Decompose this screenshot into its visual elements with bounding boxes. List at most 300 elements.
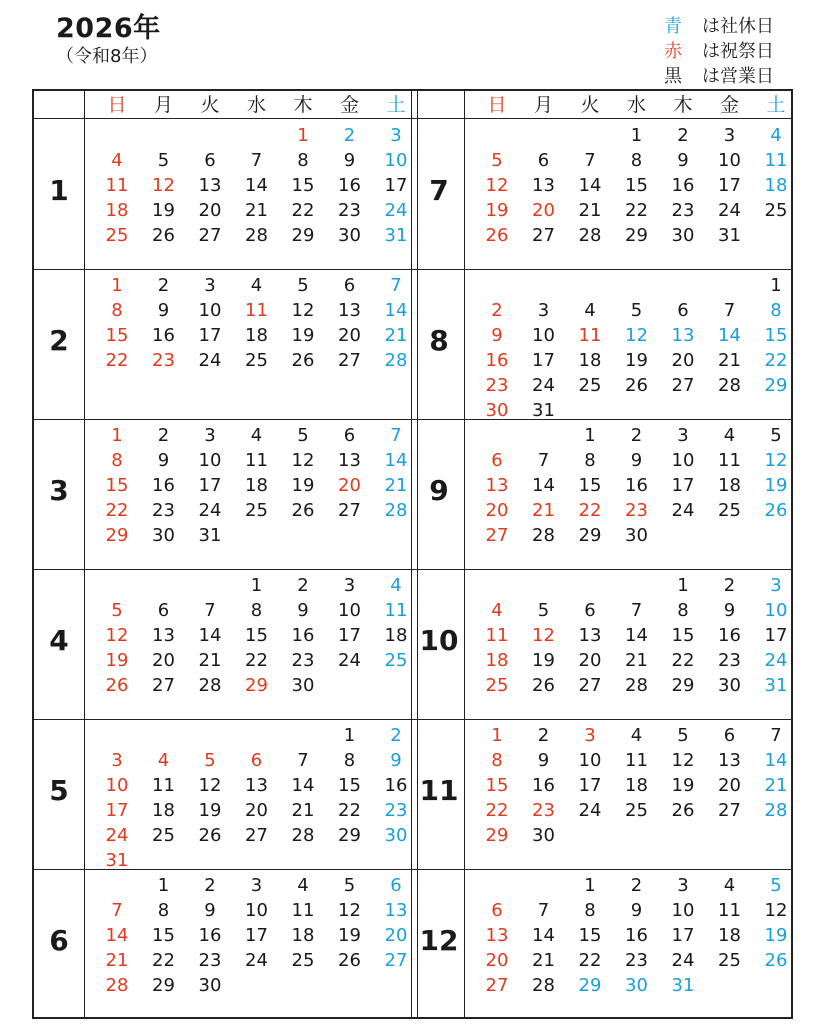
- day-cell: 11: [245, 450, 268, 471]
- day-cell: 25: [152, 825, 175, 846]
- day-cell: 5: [770, 425, 782, 446]
- day-cell: 25: [384, 650, 408, 671]
- day-cell: 25: [718, 950, 741, 971]
- day-cell: 25: [718, 500, 741, 521]
- day-cell: 9: [723, 600, 736, 621]
- day-cell: 16: [152, 475, 175, 496]
- day-cell: 2: [491, 300, 503, 321]
- day-cell: 16: [485, 350, 509, 371]
- day-cell: 6: [343, 275, 356, 296]
- day-cell: 3: [343, 575, 356, 596]
- legend-key: 赤: [664, 41, 682, 62]
- month-number: 4: [49, 624, 69, 657]
- day-cell: 18: [764, 175, 788, 196]
- day-cell: 18: [245, 325, 268, 346]
- day-cell: 4: [630, 725, 643, 746]
- day-cell: 8: [584, 900, 596, 921]
- day-cell: 30: [671, 225, 695, 246]
- day-cell: 24: [718, 200, 741, 221]
- day-cell: 14: [532, 475, 555, 496]
- day-cell: 29: [338, 825, 361, 846]
- day-cell: 27: [198, 225, 222, 246]
- day-cell: 21: [625, 650, 648, 671]
- day-cell: 15: [671, 625, 695, 646]
- day-cell: 1: [297, 125, 309, 146]
- day-cell: 10: [532, 325, 555, 346]
- day-cell: 31: [671, 975, 695, 996]
- day-cell: 2: [723, 575, 736, 596]
- day-cell: 27: [338, 500, 361, 521]
- day-cell: 11: [384, 600, 408, 621]
- weekday-label: 金: [719, 94, 739, 116]
- day-cell: 28: [291, 825, 315, 846]
- day-cell: 26: [625, 375, 648, 396]
- day-cell: 26: [105, 675, 129, 696]
- day-cell: 17: [198, 475, 222, 496]
- day-cell: 10: [245, 900, 268, 921]
- day-cell: 18: [384, 625, 408, 646]
- day-cell: 9: [630, 450, 643, 471]
- weekday-label: 土: [386, 94, 406, 116]
- day-cell: 13: [198, 175, 222, 196]
- weekday-label: 土: [766, 94, 786, 116]
- day-cell: 25: [764, 200, 788, 221]
- day-cell: 11: [485, 625, 509, 646]
- month-row-divider: [34, 569, 791, 570]
- day-cell: 16: [671, 175, 695, 196]
- day-cell: 19: [291, 475, 315, 496]
- day-cell: 21: [578, 200, 602, 221]
- day-cell: 29: [625, 225, 648, 246]
- legend-desc: は営業日: [702, 66, 774, 87]
- day-cell: 25: [245, 350, 268, 371]
- day-cell: 7: [537, 900, 550, 921]
- day-cell: 5: [343, 875, 356, 896]
- day-cell: 21: [245, 200, 268, 221]
- day-cell: 17: [718, 175, 741, 196]
- day-cell: 30: [625, 975, 648, 996]
- day-cell: 28: [532, 975, 555, 996]
- day-cell: 12: [105, 625, 129, 646]
- day-cell: 26: [532, 675, 555, 696]
- day-cell: 11: [764, 150, 788, 171]
- day-cell: 15: [105, 325, 129, 346]
- day-cell: 13: [384, 900, 408, 921]
- day-cell: 29: [245, 675, 268, 696]
- day-cell: 9: [677, 150, 689, 171]
- day-cell: 17: [245, 925, 268, 946]
- day-cell: 1: [584, 875, 596, 896]
- weekday-label: 火: [580, 94, 600, 116]
- day-cell: 6: [584, 600, 596, 621]
- day-cell: 27: [532, 225, 555, 246]
- day-cell: 4: [157, 750, 170, 771]
- day-cell: 6: [343, 425, 356, 446]
- day-cell: 1: [584, 425, 596, 446]
- day-cell: 12: [198, 775, 222, 796]
- day-cell: 19: [152, 200, 175, 221]
- day-cell: 9: [157, 450, 170, 471]
- day-cell: 25: [291, 950, 315, 971]
- day-cell: 10: [718, 150, 741, 171]
- day-cell: 4: [723, 425, 736, 446]
- day-cell: 18: [105, 200, 129, 221]
- day-cell: 3: [204, 275, 216, 296]
- day-cell: 27: [384, 950, 408, 971]
- day-cell: 19: [338, 925, 361, 946]
- day-cell: 19: [532, 650, 555, 671]
- day-cell: 1: [343, 725, 356, 746]
- day-cell: 16: [152, 325, 175, 346]
- day-cell: 3: [584, 725, 596, 746]
- day-cell: 7: [390, 425, 402, 446]
- day-cell: 3: [250, 875, 263, 896]
- month-row-divider: [34, 419, 791, 420]
- day-cell: 12: [152, 175, 175, 196]
- weekday-label: 月: [153, 94, 173, 116]
- day-cell: 28: [578, 225, 602, 246]
- day-cell: 4: [723, 875, 736, 896]
- month-number: 1: [49, 174, 69, 207]
- day-cell: 1: [770, 275, 782, 296]
- legend-item-national-holiday: [664, 39, 814, 64]
- day-cell: 16: [291, 625, 315, 646]
- day-cell: 12: [338, 900, 361, 921]
- day-cell: 6: [677, 300, 689, 321]
- day-cell: 3: [390, 125, 402, 146]
- day-cell: 23: [718, 650, 741, 671]
- day-cell: 28: [764, 800, 788, 821]
- legend-item-business-day: [664, 64, 814, 89]
- day-cell: 23: [198, 950, 222, 971]
- day-cell: 26: [764, 500, 788, 521]
- day-cell: 25: [485, 675, 509, 696]
- day-cell: 13: [532, 175, 555, 196]
- day-cell: 3: [677, 425, 689, 446]
- day-cell: 28: [198, 675, 222, 696]
- day-cell: 18: [625, 775, 648, 796]
- day-cell: 5: [157, 150, 170, 171]
- day-cell: 16: [625, 475, 648, 496]
- day-cell: 21: [105, 950, 129, 971]
- day-cell: 8: [297, 150, 309, 171]
- day-cell: 29: [105, 525, 129, 546]
- day-cell: 7: [390, 275, 402, 296]
- day-cell: 15: [578, 925, 602, 946]
- day-cell: 5: [770, 875, 782, 896]
- month-number: 9: [429, 474, 449, 507]
- day-cell: 17: [671, 475, 695, 496]
- day-cell: 11: [105, 175, 129, 196]
- day-cell: 17: [532, 350, 555, 371]
- day-cell: 30: [152, 525, 175, 546]
- day-cell: 4: [250, 275, 263, 296]
- month-number: 5: [49, 774, 69, 807]
- day-cell: 26: [198, 825, 222, 846]
- day-cell: 2: [297, 575, 309, 596]
- day-cell: 26: [152, 225, 175, 246]
- weekday-label: 月: [533, 94, 553, 116]
- day-cell: 26: [291, 500, 315, 521]
- weekday-label: 金: [339, 94, 359, 116]
- day-cell: 24: [578, 800, 602, 821]
- day-cell: 12: [291, 300, 315, 321]
- day-cell: 20: [671, 350, 695, 371]
- day-cell: 8: [770, 300, 782, 321]
- day-cell: 31: [718, 225, 741, 246]
- day-cell: 27: [671, 375, 695, 396]
- legend-key: 青: [664, 16, 682, 37]
- day-cell: 28: [384, 500, 408, 521]
- day-cell: 8: [343, 750, 356, 771]
- day-cell: 12: [764, 450, 788, 471]
- day-cell: 24: [671, 500, 695, 521]
- day-cell: 23: [338, 200, 361, 221]
- day-cell: 24: [198, 350, 222, 371]
- day-cell: 19: [198, 800, 222, 821]
- day-cell: 21: [532, 500, 555, 521]
- day-cell: 20: [384, 925, 408, 946]
- day-cell: 31: [532, 400, 555, 421]
- day-cell: 23: [671, 200, 695, 221]
- day-cell: 13: [338, 300, 361, 321]
- day-cell: 30: [338, 225, 361, 246]
- day-cell: 6: [390, 875, 402, 896]
- day-cell: 18: [718, 925, 741, 946]
- day-cell: 6: [250, 750, 263, 771]
- day-cell: 15: [152, 925, 175, 946]
- day-cell: 16: [532, 775, 555, 796]
- day-cell: 3: [770, 575, 782, 596]
- month-number: 12: [419, 924, 459, 957]
- day-cell: 23: [532, 800, 555, 821]
- day-cell: 9: [390, 750, 402, 771]
- day-cell: 25: [625, 800, 648, 821]
- day-cell: 2: [390, 725, 402, 746]
- day-cell: 6: [537, 150, 550, 171]
- day-cell: 19: [764, 475, 788, 496]
- month-row-divider: [34, 269, 791, 270]
- day-cell: 21: [291, 800, 315, 821]
- day-cell: 22: [764, 350, 788, 371]
- day-cell: 10: [198, 300, 222, 321]
- day-cell: 29: [485, 825, 509, 846]
- day-cell: 29: [291, 225, 315, 246]
- day-cell: 8: [111, 300, 123, 321]
- day-cell: 4: [491, 600, 503, 621]
- day-cell: 23: [152, 350, 175, 371]
- day-cell: 13: [578, 625, 602, 646]
- day-cell: 11: [718, 900, 741, 921]
- day-cell: 17: [764, 625, 788, 646]
- day-cell: 18: [718, 475, 741, 496]
- day-cell: 5: [111, 600, 123, 621]
- day-cell: 13: [338, 450, 361, 471]
- day-cell: 27: [152, 675, 175, 696]
- day-cell: 16: [718, 625, 741, 646]
- day-cell: 22: [245, 650, 268, 671]
- day-cell: 7: [584, 150, 596, 171]
- day-cell: 8: [250, 600, 263, 621]
- day-cell: 1: [157, 875, 170, 896]
- day-cell: 20: [338, 325, 361, 346]
- day-cell: 4: [584, 300, 596, 321]
- day-cell: 23: [625, 500, 648, 521]
- day-cell: 5: [297, 275, 309, 296]
- day-cell: 30: [291, 675, 315, 696]
- day-cell: 10: [578, 750, 602, 771]
- day-cell: 22: [105, 350, 129, 371]
- day-cell: 13: [245, 775, 268, 796]
- day-cell: 15: [291, 175, 315, 196]
- day-cell: 29: [152, 975, 175, 996]
- day-cell: 18: [245, 475, 268, 496]
- day-cell: 21: [384, 475, 408, 496]
- day-cell: 28: [245, 225, 268, 246]
- day-cell: 18: [485, 650, 509, 671]
- day-cell: 30: [384, 825, 408, 846]
- day-cell: 24: [671, 950, 695, 971]
- day-cell: 7: [770, 725, 782, 746]
- day-cell: 21: [198, 650, 222, 671]
- day-cell: 3: [111, 750, 123, 771]
- day-cell: 1: [111, 425, 123, 446]
- day-cell: 30: [718, 675, 741, 696]
- day-cell: 20: [532, 200, 555, 221]
- day-cell: 12: [671, 750, 695, 771]
- day-cell: 24: [532, 375, 555, 396]
- day-cell: 26: [671, 800, 695, 821]
- day-cell: 16: [384, 775, 408, 796]
- day-cell: 28: [384, 350, 408, 371]
- day-cell: 2: [537, 725, 550, 746]
- day-cell: 27: [485, 975, 509, 996]
- day-cell: 7: [111, 900, 123, 921]
- day-cell: 4: [770, 125, 782, 146]
- day-cell: 19: [625, 350, 648, 371]
- day-cell: 14: [718, 325, 741, 346]
- weekday-label: 木: [293, 94, 313, 116]
- day-cell: 14: [245, 175, 268, 196]
- weekday-label: 水: [246, 94, 266, 116]
- day-cell: 14: [764, 750, 788, 771]
- day-cell: 21: [532, 950, 555, 971]
- day-cell: 15: [485, 775, 509, 796]
- day-cell: 15: [578, 475, 602, 496]
- day-cell: 24: [245, 950, 268, 971]
- day-cell: 20: [718, 775, 741, 796]
- day-cell: 22: [578, 500, 602, 521]
- day-cell: 19: [105, 650, 129, 671]
- day-cell: 22: [578, 950, 602, 971]
- day-cell: 11: [245, 300, 268, 321]
- day-cell: 2: [343, 125, 356, 146]
- day-cell: 5: [677, 725, 689, 746]
- day-cell: 9: [537, 750, 550, 771]
- day-cell: 30: [198, 975, 222, 996]
- day-cell: 17: [384, 175, 408, 196]
- day-cell: 24: [764, 650, 788, 671]
- day-cell: 7: [537, 450, 550, 471]
- day-cell: 20: [485, 500, 509, 521]
- day-cell: 9: [630, 900, 643, 921]
- day-cell: 3: [723, 125, 736, 146]
- day-cell: 7: [297, 750, 309, 771]
- day-cell: 28: [532, 525, 555, 546]
- era-subtitle: （令和8年）: [56, 46, 158, 67]
- day-cell: 13: [485, 925, 509, 946]
- day-cell: 30: [625, 525, 648, 546]
- day-cell: 6: [204, 150, 216, 171]
- day-cell: 22: [291, 200, 315, 221]
- day-cell: 17: [198, 325, 222, 346]
- day-cell: 14: [384, 300, 408, 321]
- day-cell: 18: [152, 800, 175, 821]
- day-cell: 19: [764, 925, 788, 946]
- day-cell: 13: [671, 325, 695, 346]
- day-cell: 14: [532, 925, 555, 946]
- day-cell: 7: [630, 600, 643, 621]
- day-cell: 29: [671, 675, 695, 696]
- day-cell: 8: [630, 150, 643, 171]
- month-number: 6: [49, 924, 69, 957]
- color-legend: [664, 14, 814, 89]
- day-cell: 5: [491, 150, 503, 171]
- day-cell: 9: [157, 300, 170, 321]
- day-cell: 2: [157, 275, 170, 296]
- day-cell: 4: [250, 425, 263, 446]
- day-cell: 18: [291, 925, 315, 946]
- day-cell: 15: [764, 325, 788, 346]
- day-cell: 21: [384, 325, 408, 346]
- day-cell: 2: [677, 125, 689, 146]
- day-cell: 31: [105, 850, 129, 871]
- day-cell: 26: [338, 950, 361, 971]
- day-cell: 1: [250, 575, 263, 596]
- day-cell: 10: [671, 900, 695, 921]
- day-cell: 13: [485, 475, 509, 496]
- day-cell: 14: [291, 775, 315, 796]
- day-cell: 7: [250, 150, 263, 171]
- day-cell: 9: [491, 325, 503, 346]
- day-cell: 20: [198, 200, 222, 221]
- day-cell: 9: [297, 600, 309, 621]
- day-cell: 8: [157, 900, 170, 921]
- day-cell: 3: [677, 875, 689, 896]
- calendar-grid: [32, 89, 793, 1019]
- month-number: 2: [49, 324, 69, 357]
- legend-desc: は社休日: [702, 16, 774, 37]
- month-number: 11: [419, 774, 459, 807]
- legend-item-company-holiday: [664, 14, 814, 39]
- day-cell: 11: [291, 900, 315, 921]
- day-cell: 11: [152, 775, 175, 796]
- day-cell: 10: [338, 600, 361, 621]
- day-cell: 22: [671, 650, 695, 671]
- day-cell: 31: [198, 525, 222, 546]
- day-cell: 27: [338, 350, 361, 371]
- day-cell: 24: [105, 825, 129, 846]
- day-cell: 19: [291, 325, 315, 346]
- day-cell: 2: [204, 875, 216, 896]
- day-cell: 27: [485, 525, 509, 546]
- weekday-label: 木: [673, 94, 693, 116]
- day-cell: 24: [384, 200, 408, 221]
- day-cell: 11: [625, 750, 648, 771]
- day-cell: 22: [152, 950, 175, 971]
- day-cell: 4: [111, 150, 123, 171]
- day-cell: 28: [718, 375, 741, 396]
